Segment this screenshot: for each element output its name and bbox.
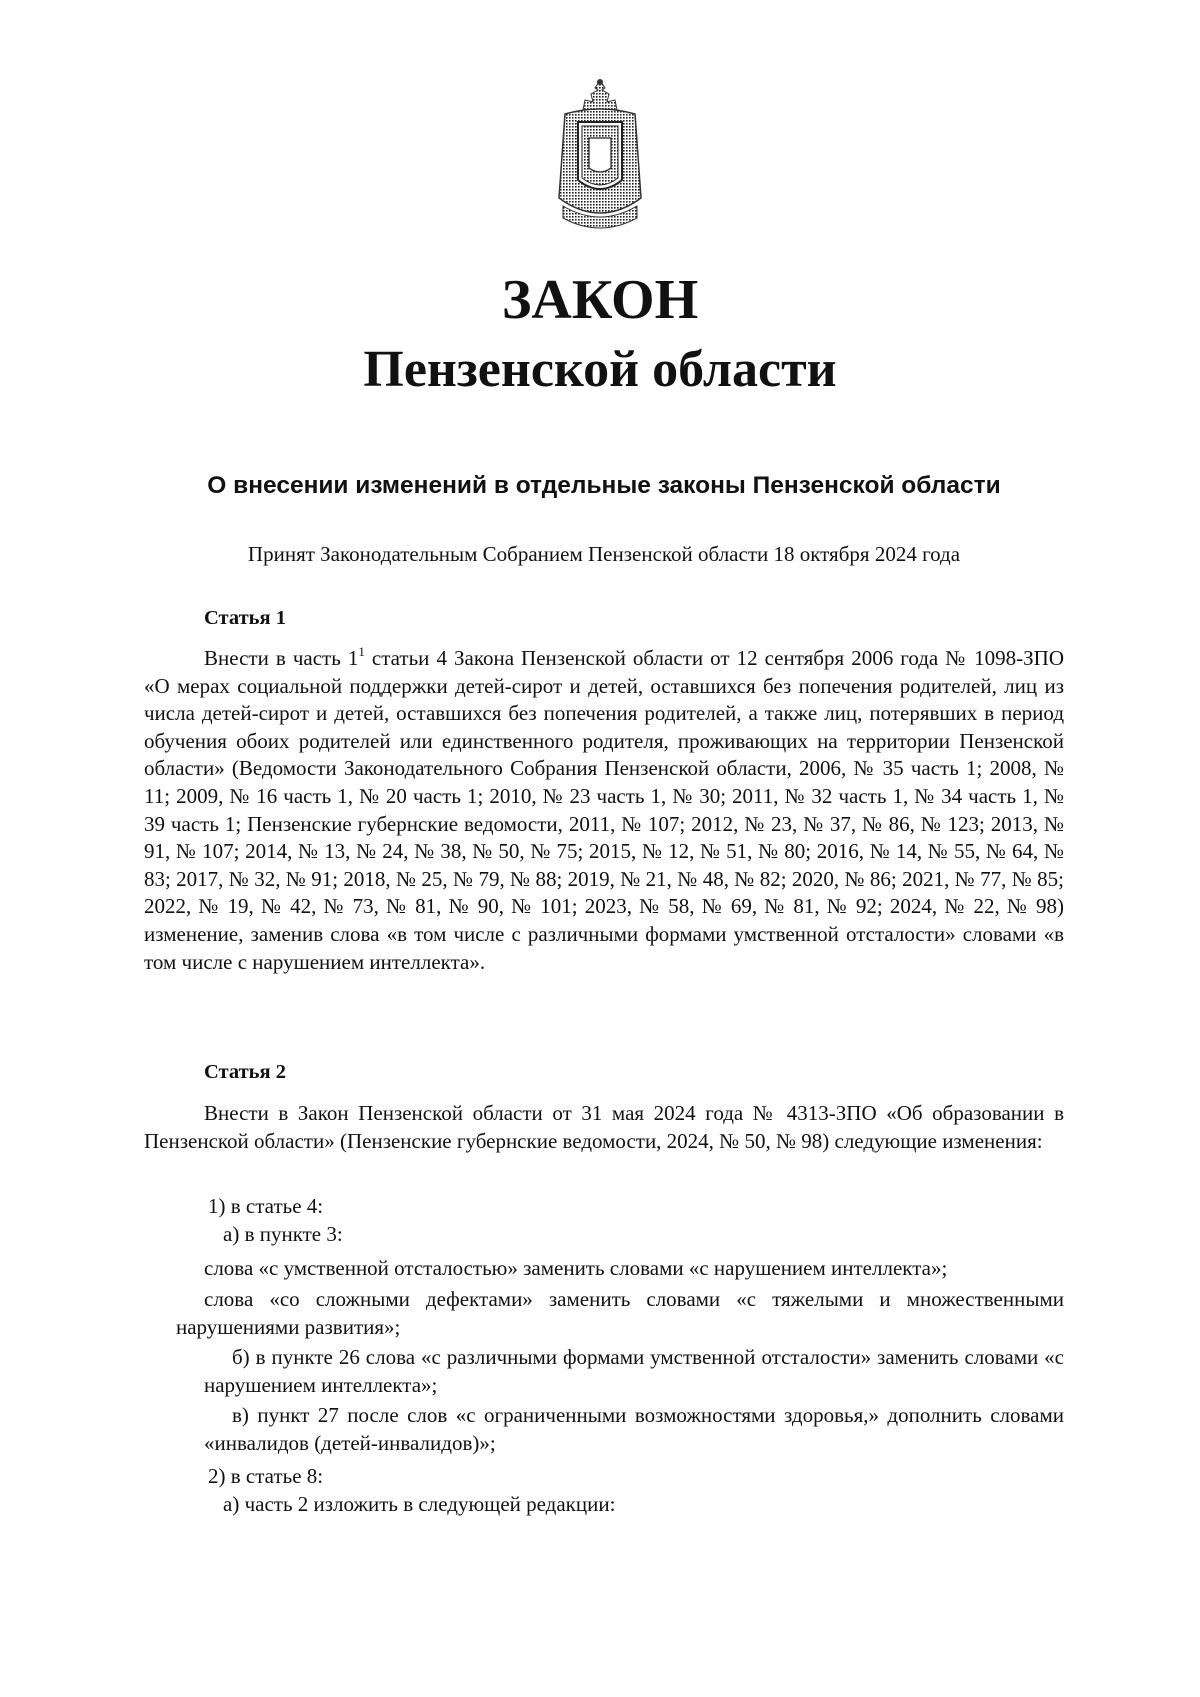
article-2-item-1a: а) в пункте 3: [223, 1222, 343, 1246]
article-2-intro: Внести в Закон Пензенской области от 31 мая 2024 года № 4313-ЗПО «Об образовании в Пензенской области» (Пензенские губернские ведомости, 2024, № 50, № 98) следующие изменения: [144, 1101, 1064, 1153]
article-2-item-1b: б) в пункте 26 слова «с различными формами умственной отсталости» заменить словами «с нарушением интеллекта»; [204, 1345, 1064, 1397]
article-2-item-2: 2) в статье 8: [208, 1464, 324, 1488]
article-1-superscript: 1 [358, 644, 365, 659]
article-2-item-1: 1) в статье 4: [208, 1194, 324, 1218]
law-heading: О внесении изменений в отдельные законы Пензенской области [207, 472, 1001, 499]
article-2-item-2a: а) часть 2 изложить в следующей редакции: [223, 1492, 616, 1516]
article-2-title: Статья 2 [204, 1061, 286, 1083]
coat-of-arms-emblem [545, 78, 655, 238]
article-2-item-1a-line-2: слова «со сложными дефектами» заменить словами «с тяжелыми и множественными нарушениями развития»; [176, 1287, 1064, 1339]
article-1-text-start: Внести в часть 1 [204, 646, 359, 670]
article-1-text [144, 645, 1064, 976]
law-region: Пензенской области [363, 341, 837, 398]
adoption-line: Принят Законодательным Собранием Пензенской области 18 октября 2024 года [247, 542, 961, 566]
article-2-item-1a-line-1: слова «с умственной отсталостью» заменить словами «с нарушением интеллекта»; [204, 1256, 948, 1280]
article-1-title: Статья 1 [204, 607, 286, 629]
article-2-item-1c: в) пункт 27 после слов «с ограниченными возможностями здоровья,» дополнить словами «инвалидов (детей-инвалидов)»; [204, 1403, 1064, 1455]
law-title: ЗАКОН [501, 269, 699, 331]
article-1-text-rest: статьи 4 Закона Пензенской области от 12 сентября 2006 года № 1098-ЗПО «О мерах социальной поддержки детей-сирот и детей, оставшихся без попечения родителей, лиц из числа детей-сирот и детей, оставшихся без попечения родителей, а также лиц, потерявших в период обучения обоих родителей или единственного родителя, проживающих на территории Пензенской области» (Ведомости Законодательного Собрания Пензенской области, 2006, № 35 часть 1; 2008, № 11; 2009, № 16 часть 1, № 20 часть 1; 2010, № 23 часть 1, № 30; 2011, № 32 часть 1, № 34 часть 1, № 39 часть 1; Пензенские губернские ведомости, 2011, № 107; 2012, № 23, № 37, № 86, № 123; 2013, № 91, № 107; 2014, № 13, № 24, № 38, № 50, № 75; 2015, № 12, № 51, № 80; 2016, № 14, № 55, № 64, № 83; 2017, № 32, № 91; 2018, № 25, № 79, № 88; 2019, № 21, № 48, № 82; 2020, № 86; 2021, № 77, № 85; 2022, № 19, № 42, № 73, № 81, № 90, № 101; 2023, № 58, № 69, № 81, № 92; 2024, № 22, № 98) изменение, заменив слова «в том числе с различными формами умственной отсталости» словами «в том числе с нарушением интеллекта». [144, 646, 1064, 974]
